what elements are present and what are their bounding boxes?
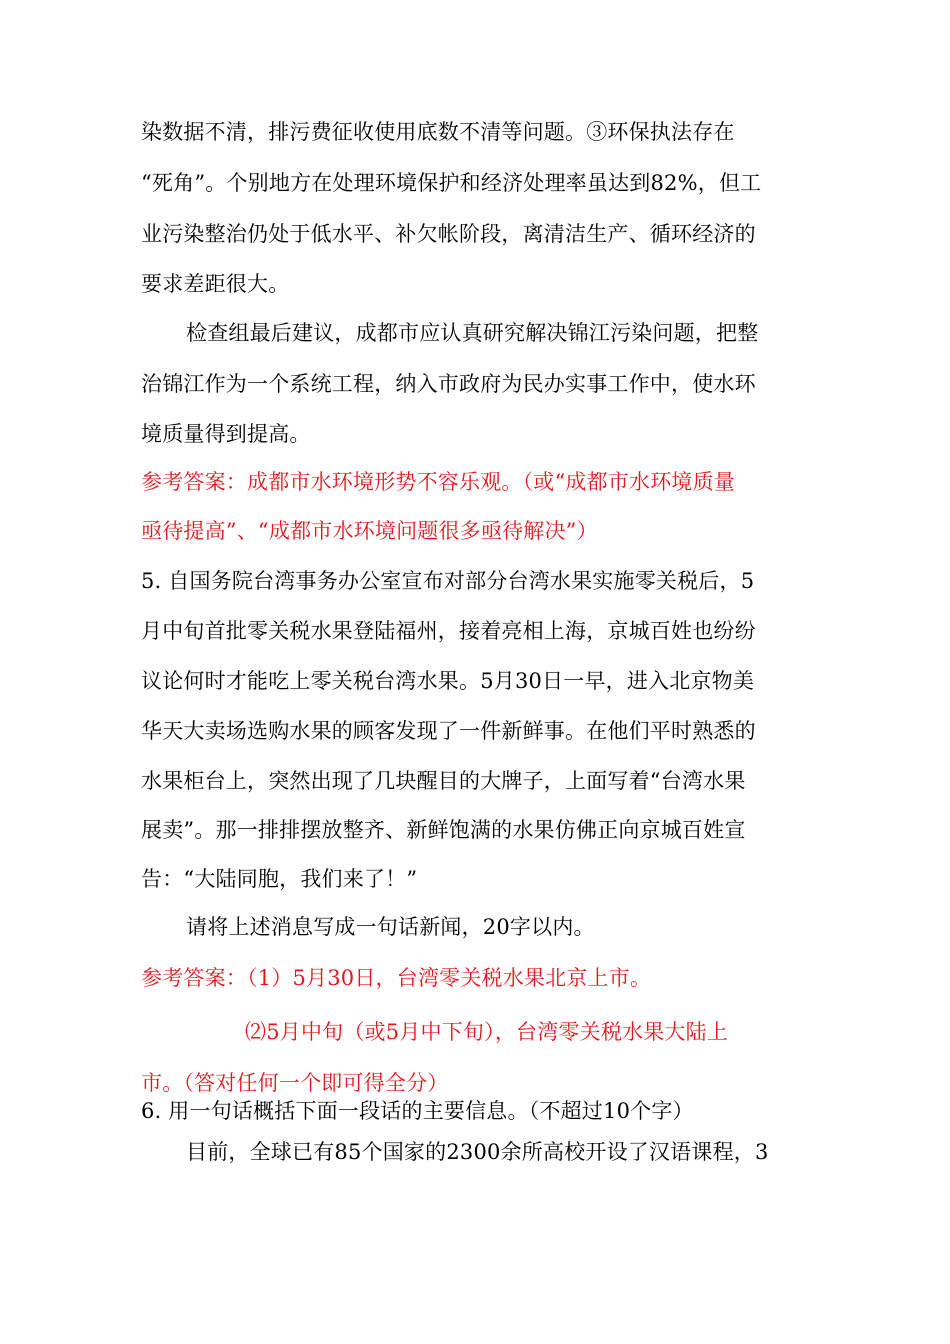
paragraph-line: 目前，全球已有85个国家的2300余所高校开设了汉语课程，3 [186,1140,769,1164]
question-line: 华天大卖场选购水果的顾客发现了一件新鲜事。在他们平时熟悉的 [141,719,756,743]
paragraph-line: 要求差距很大。 [141,272,290,296]
paragraph-line: 业污染整治仍处于低水平、补欠帐阶段，离清洁生产、循环经济的 [141,222,756,246]
reference-answer-line: 参考答案：成都市水环境形势不容乐观。（或“成都市水环境质量 [141,470,736,494]
paragraph-line: 检查组最后建议，成都市应认真研究解决锦江污染问题，把整 [186,321,759,345]
reference-answer-line: 市。（答对任何一个即可得全分） [141,1071,449,1095]
question-line: 月中旬首批零关税水果登陆福州，接着亮相上海，京城百姓也纷纷 [141,619,756,643]
paragraph-line: 染数据不清，排污费征收使用底数不清等问题。③环保执法存在 [141,120,735,144]
question-line: 水果柜台上，突然出现了几块醒目的大牌子，上面写着“台湾水果 [141,769,746,793]
reference-answer-line: ⑵5月中旬（或5月中下旬），台湾零关税水果大陆上 [245,1020,729,1044]
reference-answer-line: 参考答案：（1）5月30日，台湾零关税水果北京上市。 [141,966,652,990]
instruction-line: 请将上述消息写成一句话新闻，20字以内。 [186,915,595,939]
reference-answer-line: 亟待提高”、“成都市水环境问题很多亟待解决”） [141,519,598,543]
paragraph-line: 境质量得到提高。 [141,422,311,446]
paragraph-line: “死角”。个别地方在处理环境保护和经济处理率虽达到82%，但工 [141,171,762,195]
question-line: 展卖”。那一排排摆放整齐、新鲜饱满的水果仿佛正向京城百姓宣 [141,818,746,842]
paragraph-line: 治锦江作为一个系统工程，纳入市政府为民办实事工作中，使水环 [141,372,756,396]
question-line: 议论何时才能吃上零关税台湾水果。5月30日一早，进入北京物美 [141,669,755,693]
question-line: 5. 自国务院台湾事务办公室宣布对部分台湾水果实施零关税后，5 [141,569,755,593]
question-line: 告：“大陆同胞，我们来了！” [141,867,418,891]
question-line: 6. 用一句话概括下面一段话的主要信息。（不超过10个字） [141,1099,694,1123]
